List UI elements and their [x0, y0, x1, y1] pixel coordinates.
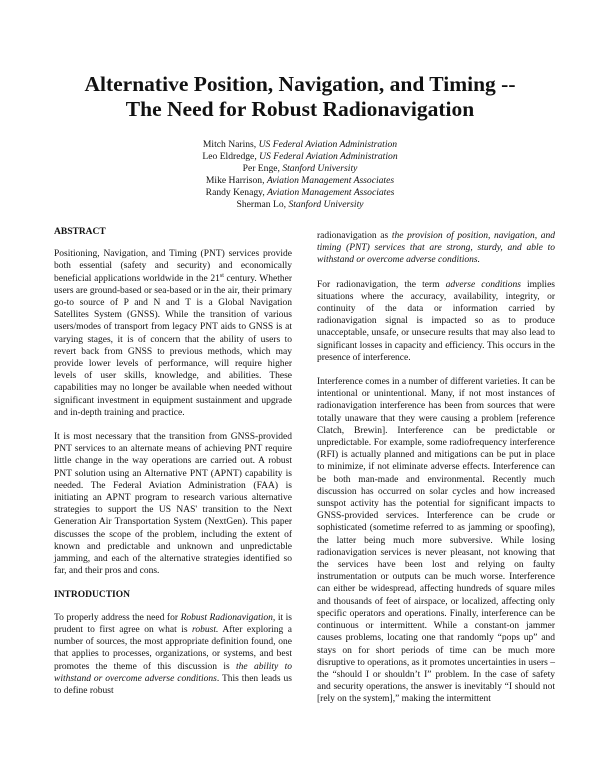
- text-run: radionavigation as: [317, 231, 392, 241]
- text-run: , it is prudent to first agree on what is: [54, 612, 292, 635]
- author: [100, 151, 500, 163]
- paper-title: [40, 72, 560, 122]
- body-paragraph-1: [317, 230, 555, 267]
- author: [100, 139, 500, 151]
- author-list: [100, 139, 500, 211]
- emphasis: the provision of position, navigation, and timing (PNT) services that are strong, sturdy, and able to withstand or overcome adverse conditions.: [317, 231, 555, 266]
- emphasis: robust.: [192, 624, 219, 635]
- author: [100, 199, 500, 211]
- abstract-heading: ABSTRACT: [54, 227, 106, 237]
- author-affiliation: Stanford University: [288, 199, 364, 210]
- right-column: [317, 230, 555, 718]
- author-name: Sherman Lo,: [236, 199, 289, 210]
- text-run: For radionavigation, the term: [317, 279, 446, 290]
- title-line-1: Alternative Position, Navigation, and Timing --: [84, 72, 516, 96]
- title-line-2: The Need for Robust Radionavigation: [125, 97, 475, 121]
- author-affiliation: Aviation Management Associates: [266, 175, 395, 186]
- introduction-paragraph-1: [54, 612, 292, 697]
- author-name: Mike Harrison,: [205, 175, 267, 186]
- abstract-paragraph-2: It is most necessary that the transition from GNSS-provided PNT services to an alternate means of achieving PNT require little change in the way operations are carried out. A robust PNT solution using an Alternative PNT (APNT) capability is needed. The Federal Aviation Administration (FAA) is initiating an APNT program to research various alternative strategies to support the US NAS' transition to the Next Generation Air Transportation System (NextGen). This paper discusses the scope of the problem, including the extent of known and predictable and unknown and unpredictable jamming, and each of the alternative strategies identified so far, and their pros and cons.: [54, 432, 292, 577]
- author: [100, 187, 500, 199]
- introduction-heading: INTRODUCTION: [54, 590, 131, 601]
- text-run: To properly address the need for: [54, 612, 181, 623]
- abstract-paragraph-1: [54, 248, 292, 419]
- text-run: century. Whether users are ground-based or sea-based or in the air, their primary go-to source of P and N and T is a Global Navigation Satellites System (GNSS). While the transition of various users/modes of transport from legacy PNT aids to GNSS is at varying stages, it is of concern that the ability of users to revert back from GNSS to previous methods, which may provide lower levels of performance, will require higher levels of user skills, knowledge, and abilities. These capabilities may no longer be available when needed without significant investment in equipment sustainment and upgrade and in-depth training and practice.: [54, 273, 292, 418]
- left-column: [54, 226, 292, 709]
- emphasis: the ability to withstand or overcome adverse conditions: [54, 661, 292, 684]
- author-name: Randy Kenagy,: [205, 187, 268, 198]
- author: [100, 175, 500, 187]
- ordinal-suffix: st: [219, 272, 224, 279]
- text-run: After exploring a number of sources, the most appropriate definition found, one that applies to processes, organizations, or systems, and best promotes the theme of this discussion is: [54, 624, 292, 672]
- author-name: Mitch Narins,: [202, 139, 259, 150]
- text-run: Positioning, Navigation, and Timing (PNT) services provide both essential (safety and security) and economically beneficial applications worldwide in the 21: [54, 249, 292, 284]
- text-run: implies situations where the accuracy, availability, integrity, or continuity of the data or information carried by radionavigation signal is impacted so as to produce unacceptable, unsafe, or unsecure results that may also lead to significant losses in capacity and efficiency. This occurs in the presence of interference.: [317, 279, 555, 363]
- author-affiliation: Stanford University: [282, 163, 358, 174]
- author-affiliation: US Federal Aviation Administration: [258, 139, 398, 150]
- body-paragraph-3: Interference comes in a number of different varieties. It can be intentional or unintentional. Many, if not most instances of radionavigation interference has been from sources that were totally unaware that they were causing a problem [reference Clatch, Brewin]. Interference can be predictable or unpredictable. For example, some radiofrequency interference (RFI) is actually planned and mitigations can be put in place to minimize, if not eliminate adverse effects. Interference can be both man-made and environmental. Recently much discussion has occurred on solar cycles and how increased sunspot activity has the potential for significant impacts to GNSS-provided services. Interference can be crude or sophisticated (sometime referred to as jamming or spoofing), the latter being much more subversive. While losing radionavigation services is never pleasant, not knowing that the services have been lost and relying on faulty instrumentation or outputs can be much worse. Interference can either be widespread, affecting hundreds of square miles and thousands of feet of airspace, or localized, affecting only specific operators and operations. Finally, interference can be continuous or intermittent. While a constant-on jammer causes problems, locating one that randomly “pops up” and stays on for short periods of time can be much more disruptive to operations, as it promotes uncertainties in users – the “should I or shouldn’t I” problem. In the case of safety and security operations, the answer is inevitably “I should not [rely on the system],” making the intermittent: [317, 377, 555, 705]
- author-name: Leo Eldredge,: [202, 151, 260, 162]
- emphasis: adverse conditions: [445, 279, 521, 290]
- author-affiliation: US Federal Aviation Administration: [259, 151, 398, 162]
- body-paragraph-2: [317, 279, 555, 364]
- author-affiliation: Aviation Management Associates: [267, 187, 395, 198]
- author-name: Per Enge,: [242, 163, 283, 174]
- text-run: . This then leads us to define robust: [54, 673, 292, 696]
- author: [100, 163, 500, 175]
- emphasis: Robust Radionavigation: [180, 612, 273, 623]
